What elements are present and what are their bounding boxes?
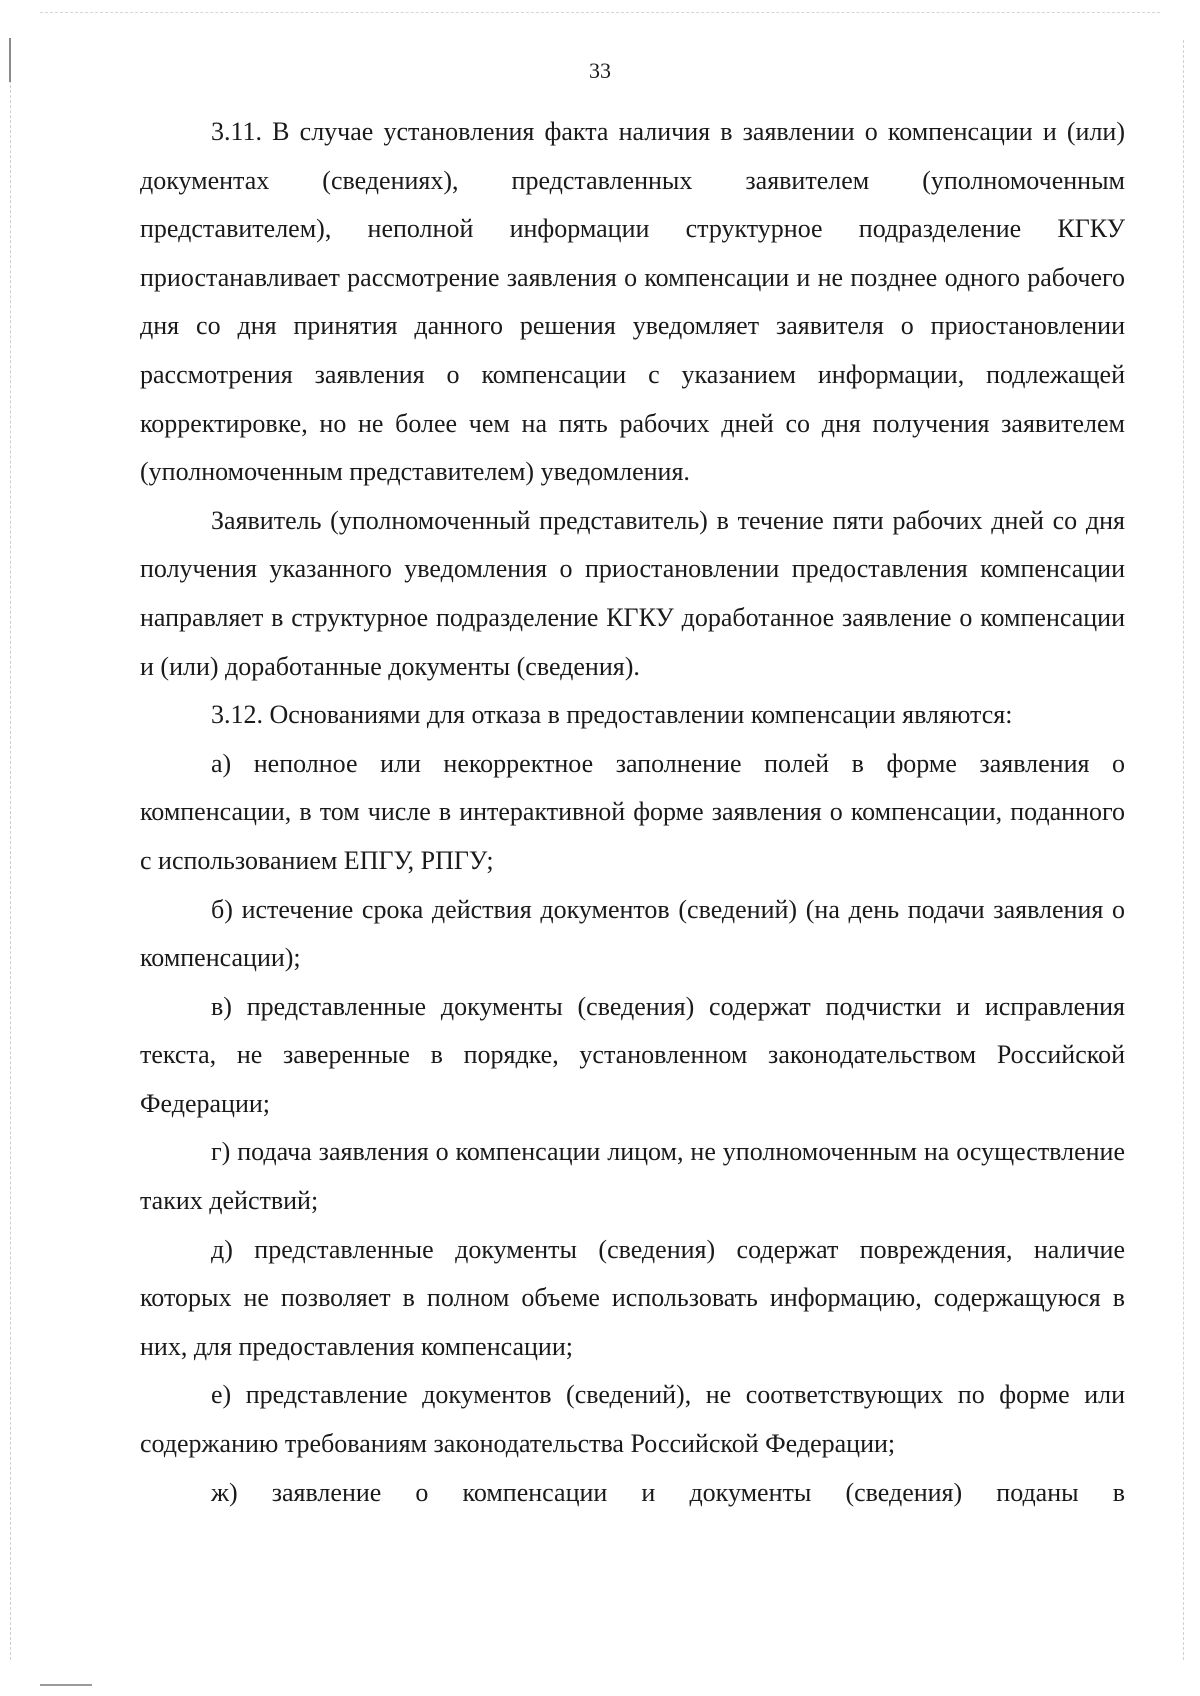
list-item-e: е) представление документов (сведений), не соответствующих по форме или содержанию требованиям законодательства Российской Федерации; [140, 1380, 1125, 1459]
paragraph-3-11: 3.11. В случае установления факта наличия в заявлении о компенсации и (или) документах (сведениях), представленных заявителем (уполномоченным представителем), неполной информации структурное подразделение КГКУ приостанавливает рассмотрение заявления о компенсации и не позднее одного рабочего дня со дня принятия данного решения уведомляет заявителя о приостановлении рассмотрения заявления о компенсации с указанием информации, подлежащей корректировке, но не более чем на пять рабочих дней со дня получения заявителем (уполномоченным представителем) уведомления. [140, 117, 1125, 487]
list-item-d: д) представленные документы (сведения) содержат повреждения, наличие которых не позволяет в полном объеме использовать информацию, содержащуюся в них, для предоставления компенсации; [140, 1234, 1125, 1361]
list-item-g: г) подача заявления о компенсации лицом, не уполномоченным на осуществление таких действий; [140, 1137, 1125, 1216]
page-number: 33 [589, 58, 611, 83]
list-item-zh: ж) заявление о компенсации и документы (сведения) поданы в [211, 1477, 1125, 1507]
scan-mark-bottom [40, 1684, 92, 1686]
list-item-b: б) истечение срока действия документов (сведений) (на день подачи заявления о компенсации); [140, 894, 1125, 973]
scan-edge-top [40, 12, 1160, 13]
list-item-a: а) неполное или некорректное заполнение полей в форме заявления о компенсации, в том числе в интерактивной форме заявления о компенсации, поданного с использованием ЕПГУ, РПГУ; [140, 748, 1125, 875]
document-body [140, 108, 1125, 1517]
paragraph-applicant-resubmission: Заявитель (уполномоченный представитель) в течение пяти рабочих дней со дня получения указанного уведомления о приостановлении предоставления компенсации направляет в структурное подразделение КГКУ доработанное заявление о компенсации и (или) доработанные документы (сведения). [140, 505, 1125, 681]
scan-edge-right [1183, 40, 1184, 1660]
scan-edge-left [10, 40, 11, 1660]
list-item-v: в) представленные документы (сведения) содержат подчистки и исправления текста, не заверенные в порядке, установленном законодательством Российской Федерации; [140, 991, 1125, 1118]
paragraph-3-12: 3.12. Основаниями для отказа в предоставлении компенсации являются: [211, 700, 1013, 730]
